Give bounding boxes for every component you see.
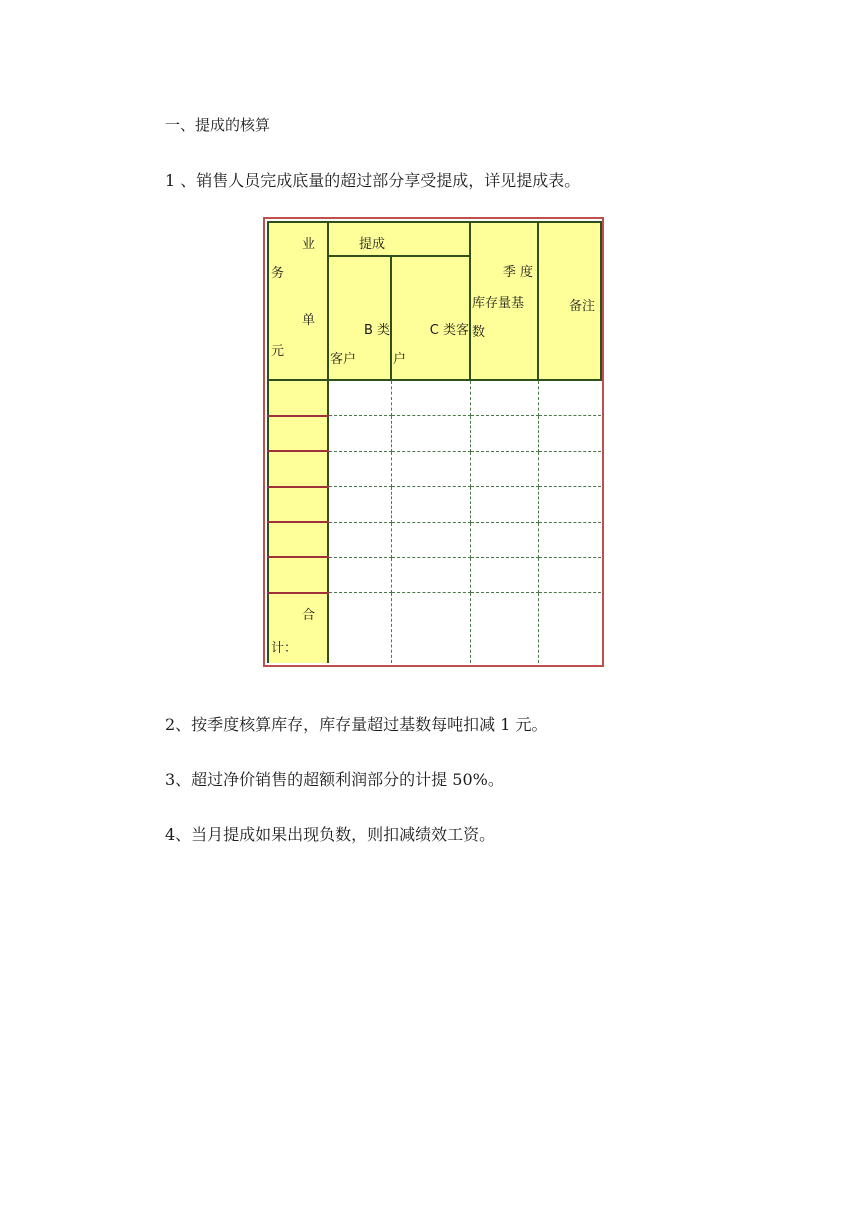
commission-table-frame — [263, 217, 604, 667]
unit-cell — [268, 451, 328, 486]
header-season-stock — [470, 222, 538, 380]
data-cell — [391, 522, 470, 557]
commission-table — [267, 221, 602, 663]
data-cell — [470, 557, 538, 592]
table-row — [268, 451, 601, 486]
table-row — [268, 416, 601, 451]
header-ticheng: 提成 — [328, 222, 470, 256]
data-cell — [328, 487, 391, 522]
total-cell — [470, 593, 538, 663]
total-label-cell — [268, 593, 328, 663]
data-cell — [470, 522, 538, 557]
paragraph-1: 1 、销售人员完成底量的超过部分享受提成，详见提成表。 — [165, 171, 581, 190]
data-cell — [538, 487, 601, 522]
header-b-line2: 客户 — [330, 352, 357, 368]
total-cell — [391, 593, 470, 663]
data-cell — [328, 380, 391, 415]
header-unit-line3: 单 — [301, 313, 315, 328]
data-cell — [328, 557, 391, 592]
data-cell — [391, 416, 470, 451]
unit-cell — [268, 380, 328, 415]
paragraph-4: 4、当月提成如果出现负数，则扣减绩效工资。 — [165, 825, 496, 844]
data-cell — [391, 380, 470, 415]
data-cell — [328, 451, 391, 486]
data-cell — [538, 522, 601, 557]
header-unit — [268, 222, 328, 380]
data-cell — [328, 522, 391, 557]
total-label-line1: 合 — [301, 607, 315, 623]
header-season-line3: 数 — [472, 325, 486, 340]
header-season-line1: 季 度 — [502, 265, 534, 280]
header-b-line1: B 类 — [363, 323, 390, 339]
table-row — [268, 522, 601, 557]
data-cell — [470, 416, 538, 451]
data-cell — [470, 451, 538, 486]
paragraph-3: 3、超过净价销售的超额利润部分的计提 50%。 — [165, 770, 504, 789]
header-c-line1: C 类客 — [429, 323, 470, 339]
data-cell — [391, 557, 470, 592]
header-b-customer — [328, 256, 391, 380]
header-season-line2: 库存量基 — [472, 296, 525, 311]
unit-cell — [268, 557, 328, 592]
header-unit-line1: 业 — [301, 237, 315, 252]
section-heading: 一、提成的核算 — [165, 116, 271, 134]
unit-cell — [268, 487, 328, 522]
total-row — [268, 593, 601, 663]
header-note: 备注 — [538, 222, 601, 380]
total-label-line2: 计： — [271, 640, 298, 656]
header-unit-line4: 元 — [271, 344, 285, 359]
header-c-line2: 户 — [393, 352, 407, 368]
data-cell — [470, 380, 538, 415]
total-cell — [538, 593, 601, 663]
unit-cell — [268, 522, 328, 557]
header-c-customer — [391, 256, 470, 380]
data-cell — [328, 416, 391, 451]
data-cell — [538, 416, 601, 451]
data-cell — [391, 487, 470, 522]
data-cell — [391, 451, 470, 486]
data-cell — [538, 451, 601, 486]
header-unit-line2: 务 — [271, 266, 285, 281]
data-cell — [470, 487, 538, 522]
table-row — [268, 487, 601, 522]
table-row — [268, 557, 601, 592]
data-cell — [538, 557, 601, 592]
data-cell — [538, 380, 601, 415]
table-row — [268, 380, 601, 415]
paragraph-2: 2、按季度核算库存，库存量超过基数每吨扣减 1 元。 — [165, 715, 548, 734]
total-cell — [328, 593, 391, 663]
unit-cell — [268, 416, 328, 451]
